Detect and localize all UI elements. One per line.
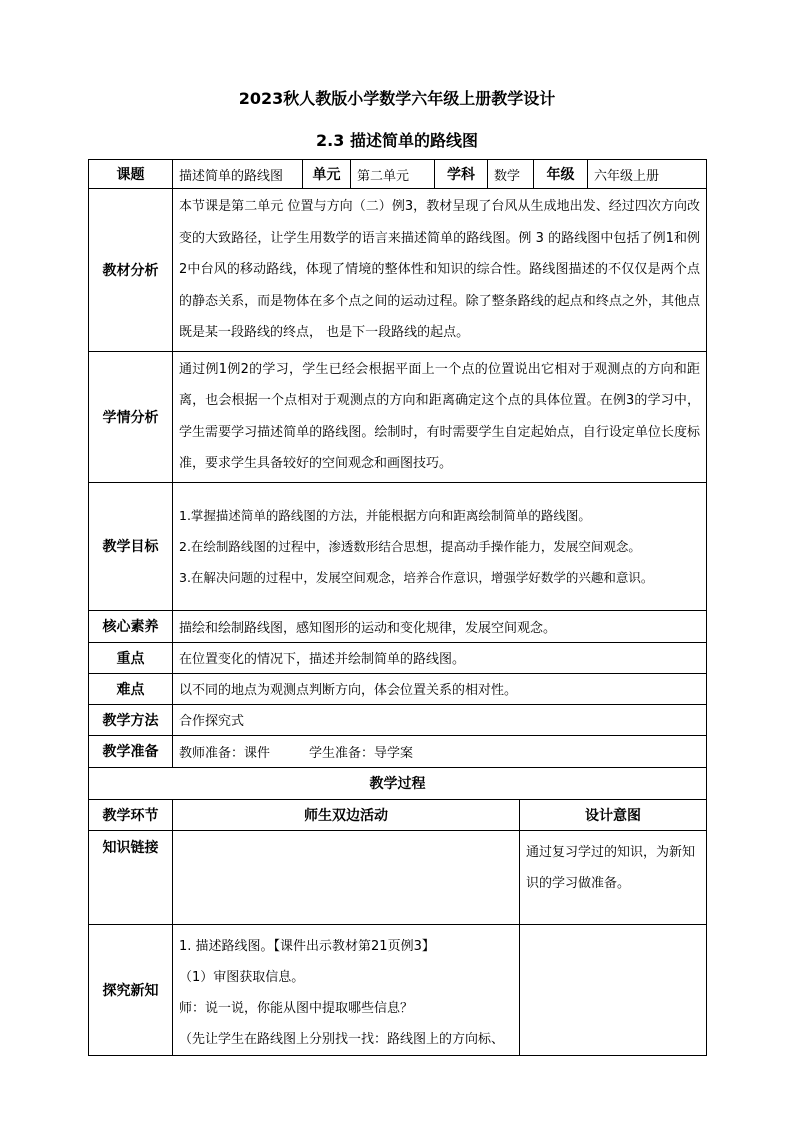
goal-item-2: 2.在绘制路线图的过程中，渗透数形结合思想，提高动手操作能力，发展空间观念。 (179, 538, 641, 554)
teaching-goals-list (173, 482, 707, 610)
intent-knowledge-link: 通过复习学过的知识，为新知识的学习做准备。 (520, 830, 707, 924)
activity-line: （先让学生在路线图上分别找一找：路线图上的方向标、 (179, 1031, 505, 1047)
activity-line: 1. 描述路线图。【课件出示教材第21页例3】 (179, 938, 435, 954)
process-header-row (89, 799, 707, 830)
stage-knowledge-link: 知识链接 (89, 830, 173, 924)
process-title-row (89, 767, 707, 799)
goal-item-3: 3.在解决问题的过程中，发展空间观念，培养合作意识，增强学好数学的兴趣和意识。 (179, 569, 654, 585)
difficulty-label: 难点 (89, 673, 173, 704)
key-point-row (89, 642, 707, 673)
header-row (89, 160, 707, 189)
activity-line: （1）审图获取信息。 (179, 969, 305, 985)
preparation-text: 教师准备：课件 学生准备：导学案 (173, 735, 707, 767)
topic-label: 课题 (89, 160, 173, 189)
col-intent-header: 设计意图 (520, 799, 707, 830)
teaching-goals-label: 教学目标 (89, 482, 173, 610)
material-analysis-label: 教材分析 (89, 189, 173, 352)
document-title: 2023秋人教版小学数学六年级上册教学设计 (238, 89, 556, 108)
core-literacy-row (89, 610, 707, 642)
student-analysis-label: 学情分析 (89, 351, 173, 482)
unit-label: 单元 (303, 160, 351, 189)
col-activity-header: 师生双边活动 (173, 799, 520, 830)
subject-value: 数学 (488, 160, 534, 189)
material-analysis-row (89, 189, 707, 352)
student-analysis-text: 通过例1例2的学习，学生已经会根据平面上一个点的位置说出它相对于观测点的方向和距离，也会根据一个点相对于观测点的方向和距离确定这个点的具体位置。在例3的学习中，学生需要学习描述简单的路线图。绘制时，有时需要学生自定起始点，自行设定单位长度标准，要求学生具备较好的空间观念和画图技巧。 (173, 351, 707, 482)
preparation-row (89, 735, 707, 767)
method-text: 合作探究式 (173, 704, 707, 735)
stage-explore: 探究新知 (89, 924, 173, 1055)
core-literacy-text: 描绘和绘制路线图，感知图形的运动和变化规律，发展空间观念。 (173, 610, 707, 642)
student-analysis-row (89, 351, 707, 482)
difficulty-text: 以不同的地点为观测点判断方向，体会位置关系的相对性。 (173, 673, 707, 704)
col-stage-header: 教学环节 (89, 799, 173, 830)
method-row (89, 704, 707, 735)
grade-label: 年级 (534, 160, 588, 189)
key-point-label: 重点 (89, 642, 173, 673)
method-label: 教学方法 (89, 704, 173, 735)
process-row-explore (89, 924, 707, 1055)
teaching-goals-row (89, 482, 707, 610)
topic-value: 描述简单的路线图 (173, 160, 303, 189)
process-row-knowledge-link (89, 830, 707, 924)
subject-label: 学科 (435, 160, 488, 189)
activity-line: 师：说一说，你能从图中提取哪些信息？ (179, 1000, 414, 1016)
difficulty-row (89, 673, 707, 704)
preparation-label: 教学准备 (89, 735, 173, 767)
activity-knowledge-link (173, 830, 520, 924)
unit-value: 第二单元 (351, 160, 435, 189)
grade-value: 六年级上册 (588, 160, 707, 189)
core-literacy-label: 核心素养 (89, 610, 173, 642)
intent-explore (520, 924, 707, 1055)
goal-item-1: 1.掌握描述简单的路线图的方法，并能根据方向和距离绘制简单的路线图。 (179, 507, 591, 523)
key-point-text: 在位置变化的情况下，描述并绘制简单的路线图。 (173, 642, 707, 673)
activity-explore (173, 924, 520, 1055)
lesson-plan-table (88, 159, 707, 1056)
material-analysis-text: 本节课是第二单元 位置与方向（二）例3，教材呈现了台风从生成地出发、经过四次方向改变的大致路径，让学生用数学的语言来描述简单的路线图。例 3 的路线图中包括了例1和例2中台风的移动路线，体现了情境的整体性和知识的综合性。路线图描述的不仅仅是两个点的静态关系，而是物体在多个点之间的运动过程。除了整条路线的起点和终点之外，其他点既是某一段路线的终点， 也是下一段路线的起点。 (173, 189, 707, 352)
process-title: 教学过程 (89, 767, 707, 799)
lesson-title: 2.3 描述简单的路线图 (316, 131, 478, 150)
